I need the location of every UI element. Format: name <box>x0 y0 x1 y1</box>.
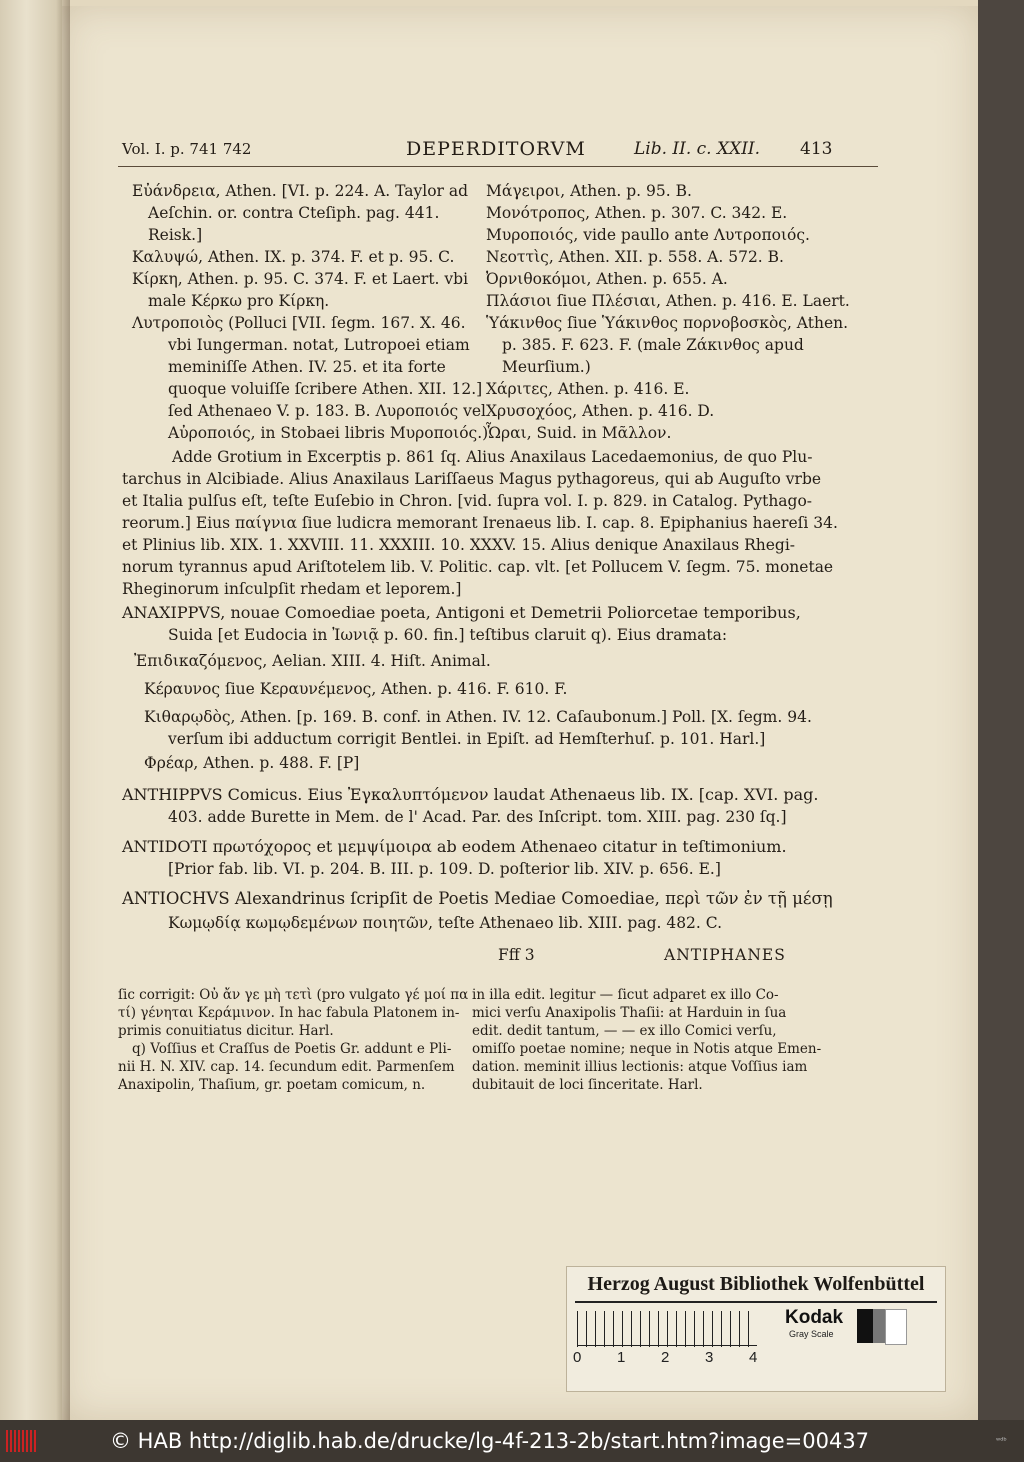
entry-anaxippus: ANAXIPPVS, nouae Comoediae poeta, Antigoni et Demetrii Poliorcetae temporibus, <box>122 603 801 622</box>
col-left-line: male Κέρκω pro Κίρκη. <box>148 292 330 310</box>
drama-title: Ἐπιδικαζόμενος, Aelian. XIII. 4. Hiſt. Animal. <box>134 652 491 670</box>
entry-anthippus: ANTHIPPVS Comicus. Eius Ἐγκαλυπτόμενον laudat Athenaeus lib. IX. [cap. XVI. pag. <box>122 785 819 804</box>
scale-number: 2 <box>661 1349 670 1366</box>
col-right-line: p. 385. F. 623. F. (male Ζάκινθος apud <box>502 336 804 354</box>
header-volume-ref: Vol. I. p. 741 742 <box>122 140 252 158</box>
footer-mark: ʷᵈᵇ <box>996 1436 1007 1445</box>
scale-number: 1 <box>617 1349 626 1366</box>
header-section: Lib. II. c. XXII. <box>634 139 761 159</box>
col-right-line: Ὑάκινθος ſiue Ὑάκινθος πορνοβοσκὸς, Athen. <box>486 314 849 332</box>
measurement-scale <box>577 1311 757 1347</box>
col-left-line: ſed Athenaeo V. p. 183. B. Λυροποιός vel <box>168 402 486 420</box>
col-right-line: Νεοττὶς, Athen. XII. p. 558. A. 572. B. <box>486 248 784 266</box>
footnote-left-line: nii H. N. XIV. cap. 14. ſecundum edit. Parmenſem <box>118 1059 455 1075</box>
paragraph-line: Adde Grotium in Excerptis p. 861 ſq. Alius Anaxilaus Lacedaemonius, de quo Plu- <box>172 448 813 466</box>
stamp-rule <box>575 1301 937 1303</box>
catchword: ANTIPHANES <box>664 946 786 964</box>
page-number: 413 <box>800 139 833 159</box>
col-right-line: Meurſium.) <box>502 358 591 376</box>
col-left-line: Λυτροποιὸς (Polluci [VII. ſegm. 167. X. 46. <box>132 314 466 332</box>
footnote-left-line: ſic corrigit: Οὐ ἄν γε μὴ τετὶ (pro vulgato γέ μοί πα <box>118 987 469 1003</box>
entry-anaxippus-cont: Suida [et Eudocia in Ἰωνιᾷ p. 60. fin.] teſtibus claruit q). Eius dramata: <box>168 626 728 644</box>
entry-anthippus-cont: 403. adde Burette in Mem. de l' Acad. Par. des Inſcript. tom. XIII. pag. 230 ſq.] <box>168 808 787 826</box>
drama-title: Κέραυνος ſiue Κεραυνέμενος, Athen. p. 416. F. 610. F. <box>144 680 568 698</box>
footer-bar <box>0 1420 1024 1462</box>
col-left-line: meminiſſe Athen. IV. 25. et ita forte <box>168 358 446 376</box>
footnote-left-line: q) Voſſius et Craſſus de Poetis Gr. addunt e Pli- <box>132 1041 452 1057</box>
entry-antidoti-cont: [Prior fab. lib. VI. p. 204. B. III. p. 109. D. poſterior lib. XIV. p. 656. E.] <box>168 860 721 878</box>
col-left-line: Κίρκη, Athen. p. 95. C. 374. F. et Laert. vbi <box>132 270 469 288</box>
footnote-right-line: in illa edit. legitur — ſicut adparet ex illo Co- <box>472 987 779 1003</box>
col-right-line: Ὀρνιθοκόμοι, Athen. p. 655. A. <box>486 270 728 288</box>
col-right-line: Χρυσοχόος, Athen. p. 416. D. <box>486 402 715 420</box>
footnote-right-line: dubitauit de loci ſinceritate. Harl. <box>472 1077 703 1093</box>
footnote-left-line: primis conuitiatus dicitur. Harl. <box>118 1023 334 1039</box>
hab-logo-icon <box>6 1430 38 1452</box>
paragraph-line: norum tyrannus apud Ariſtotelem lib. V. Politic. cap. vlt. [et Pollucem V. ſegm. 75. monetae <box>122 558 834 576</box>
drama-title-cont: verſum ibi adductum corrigit Bentlei. in Epiſt. ad Hemſterhuſ. p. 101. Harl.] <box>168 730 766 748</box>
header-rule <box>118 166 878 167</box>
col-left-line: Εὐάνδρεια, Athen. [VI. p. 224. A. Taylor ad <box>132 182 469 200</box>
footnote-left-line: τί) γένηται Κεράμινον. In hac fabula Platonem in- <box>118 1005 460 1021</box>
footnote-right-line: omiſſo poetae nomine; neque in Notis atque Emen- <box>472 1041 822 1057</box>
scale-number: 4 <box>749 1349 758 1366</box>
header-title: DEPERDITORVM <box>406 138 586 160</box>
col-left-line: quoque voluiſſe ſcribere Athen. XII. 12.] <box>168 380 483 398</box>
col-right-line: Ὧραι, Suid. in Μᾶλλον. <box>486 424 672 442</box>
drama-title: Φρέαρ, Athen. p. 488. F. [P] <box>144 754 360 772</box>
paragraph-line: Rheginorum inſculpſit rhedam et leporem.] <box>122 580 462 598</box>
library-stamp <box>566 1266 946 1392</box>
col-left-line: Καλυψώ, Athen. IX. p. 374. F. et p. 95. C. <box>132 248 455 266</box>
col-right-line: Πλάσιοι ſiue Πλέσιαι, Athen. p. 416. E. Laert. <box>486 292 850 310</box>
entry-antidoti: ANTIDOTI πρωτόχορος et μεμψίμοιρα ab eodem Athenaeo citatur in teſtimonium. <box>122 837 787 856</box>
footnote-right-line: dation. meminit illius lectionis: atque Voſſius iam <box>472 1059 808 1075</box>
scale-number: 3 <box>705 1349 714 1366</box>
library-name: Herzog August Bibliothek Wolfenbüttel <box>587 1273 925 1295</box>
paragraph-line: et Italia pulſus eſt, teſte Euſebio in Chron. [vid. ſupra vol. I. p. 829. in Catalog. Pythago- <box>122 492 813 510</box>
footnote-right-line: edit. dedit tantum, — — ex illo Comici verſu, <box>472 1023 777 1039</box>
scale-baseline <box>577 1345 757 1346</box>
col-left-line: Reisk.] <box>148 226 203 244</box>
col-left-line: vbi Iungerman. notat, Lutropoei etiam <box>168 336 470 354</box>
col-left-line: Aeſchin. or. contra Cteſiph. pag. 441. <box>148 204 440 222</box>
col-right-line: Χάριτες, Athen. p. 416. E. <box>486 380 690 398</box>
paragraph-line: reorum.] Eius παίγνια ſiue ludicra memorant Irenaeus lib. I. cap. 8. Epiphanius haereſi 34. <box>122 514 838 532</box>
col-right-line: Μυροποιός, vide paullo ante Λυτροποιός. <box>486 226 810 244</box>
col-right-line: Μονότροπος, Athen. p. 307. C. 342. E. <box>486 204 788 222</box>
entry-antiochus-cont: Κωμῳδίᾳ κωμῳδεμένων ποιητῶν, teſte Athenaeo lib. XIII. pag. 482. C. <box>168 914 723 932</box>
paragraph-line: tarchus in Alcibiade. Alius Anaxilaus Lariſſaeus Magus pythagoreus, qui ab Auguſto vrbe <box>122 470 822 488</box>
paragraph-line: et Plinius lib. XIX. 1. XXVIII. 11. XXXIII. 10. XXXV. 15. Alius denique Anaxilaus Rhegi- <box>122 536 796 554</box>
footnote-right-line: mici verſu Anaxipolis Thaſii: at Harduin in ſua <box>472 1005 787 1021</box>
gray-scale-label: Gray Scale <box>789 1329 834 1339</box>
gray-patch-white <box>885 1309 907 1345</box>
scale-number: 0 <box>573 1349 582 1366</box>
copyright-url[interactable]: © HAB http://diglib.hab.de/drucke/lg-4f-213-2b/start.htm?image=00437 <box>110 1429 870 1453</box>
gray-patch-mid <box>873 1309 885 1343</box>
col-right-line: Μάγειροι, Athen. p. 95. B. <box>486 182 692 200</box>
signature-mark: Fff 3 <box>498 946 535 964</box>
drama-title: Κιθαρῳδὸς, Athen. [p. 169. B. conf. in Athen. IV. 12. Caſaubonum.] Poll. [X. ſegm. 94. <box>144 708 812 726</box>
footnote-left-line: Anaxipolin, Thaſium, gr. poetam comicum, n. <box>118 1077 426 1093</box>
entry-antiochus: ANTIOCHVS Alexandrinus ſcripſit de Poetis Mediae Comoediae, περὶ τῶν ἐν τῇ μέσῃ <box>122 889 833 908</box>
gray-patch-black <box>857 1309 873 1343</box>
col-left-line: Αὐροποιός, in Stobaei libris Μυροποιός.) <box>168 424 489 442</box>
gutter-shadow <box>56 0 70 1420</box>
kodak-logo: Kodak <box>785 1307 844 1328</box>
